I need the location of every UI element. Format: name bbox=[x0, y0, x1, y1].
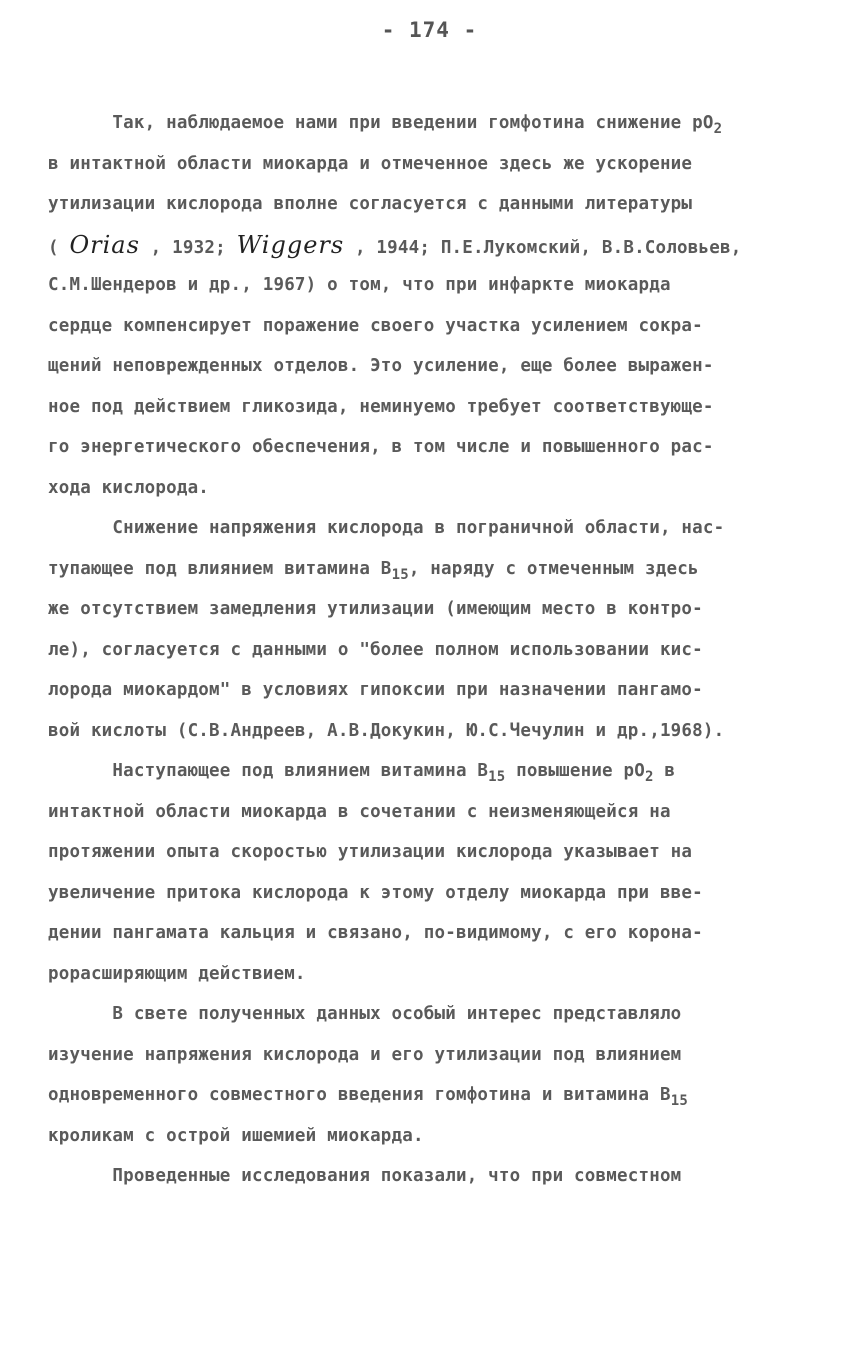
text-line: утилизации кислорода вполне согласуется с данными литературы bbox=[48, 194, 693, 214]
text-line: ле), согласуется с данными о "более полном использовании кис- bbox=[48, 639, 703, 660]
text-line: Снижение напряжения кислорода в пограничной области, нас- bbox=[48, 518, 725, 538]
text-line: сердце компенсирует поражение своего участка усилением сокра- bbox=[48, 315, 703, 336]
text-line: С.М.Шендеров и др., 1967) о том, что при инфаркте миокарда bbox=[48, 275, 671, 295]
handwritten-reference-orias: Orias bbox=[69, 230, 140, 259]
text-line: рорасширяющим действием. bbox=[48, 963, 306, 984]
line-text: , 1944; П.Е.Лукомский, В.В.Соловьев, bbox=[344, 237, 742, 258]
text-line: интактной области миокарда в сочетании с неизменяющейся на bbox=[48, 801, 671, 822]
text-line: лорода миокардом" в условиях гипоксии при назначении пангамо- bbox=[48, 680, 703, 700]
text-line: протяжении опыта скоростью утилизации кислорода указывает на bbox=[48, 842, 693, 862]
text-line: дении пангамата кальция и связано, по-видимому, с его корона- bbox=[48, 923, 703, 943]
text-line: щений неповрежденных отделов. Это усиление, еще более выражен- bbox=[48, 356, 714, 376]
subscript: 2 bbox=[645, 769, 654, 785]
line-text: , 1932; bbox=[139, 237, 237, 258]
text-line: хода кислорода. bbox=[48, 477, 210, 498]
line-text: повышение pO bbox=[505, 761, 646, 781]
line-text: тупающее под влиянием витамина B bbox=[48, 558, 392, 579]
subscript: 15 bbox=[670, 1093, 688, 1109]
text-line bbox=[48, 225, 816, 266]
text-line bbox=[48, 103, 816, 144]
text-line: Проведенные исследования показали, что при совместном bbox=[48, 1166, 682, 1186]
page-number: - 174 - bbox=[381, 18, 478, 42]
text-line: увеличение притока кислорода к этому отделу миокарда при вве- bbox=[48, 882, 703, 903]
line-text: ( bbox=[48, 237, 70, 258]
subscript: 15 bbox=[488, 769, 506, 785]
line-text: в bbox=[653, 761, 676, 781]
text-line: в интактной области миокарда и отмеченное здесь же ускорение bbox=[48, 153, 693, 174]
text-line bbox=[48, 549, 816, 590]
text-line: изучение напряжения кислорода и его утилизации под влиянием bbox=[48, 1044, 682, 1065]
text-line: ное под действием гликозида, неминуемо требует соответствующе- bbox=[48, 396, 714, 417]
text-line: же отсутствием замедления утилизации (имеющим место в контро- bbox=[48, 599, 703, 619]
text-line: го энергетического обеспечения, в том числе и повышенного рас- bbox=[48, 437, 714, 457]
text-line bbox=[48, 1075, 816, 1116]
line-text: , наряду с отмеченным здесь bbox=[408, 558, 699, 579]
line-text: одновременного совместного введения гомфотина и витамина B bbox=[48, 1085, 671, 1105]
body-text bbox=[48, 103, 816, 1197]
text-line: кроликам с острой ишемией миокарда. bbox=[48, 1125, 424, 1146]
subscript: 15 bbox=[391, 566, 409, 583]
handwritten-reference-wiggers: Wiggers bbox=[236, 230, 345, 259]
line-text: Наступающее под влиянием витамина B bbox=[48, 761, 489, 781]
text-line: В свете полученных данных особый интерес представляло bbox=[48, 1004, 682, 1024]
text-line bbox=[48, 751, 816, 792]
text-line: вой кислоты (С.В.Андреев, А.В.Докукин, Ю.С.Чечулин и др.,1968). bbox=[48, 720, 725, 741]
line-text: Так, наблюдаемое нами при введении гомфотина снижение pO bbox=[48, 113, 714, 133]
subscript: 2 bbox=[713, 121, 723, 137]
